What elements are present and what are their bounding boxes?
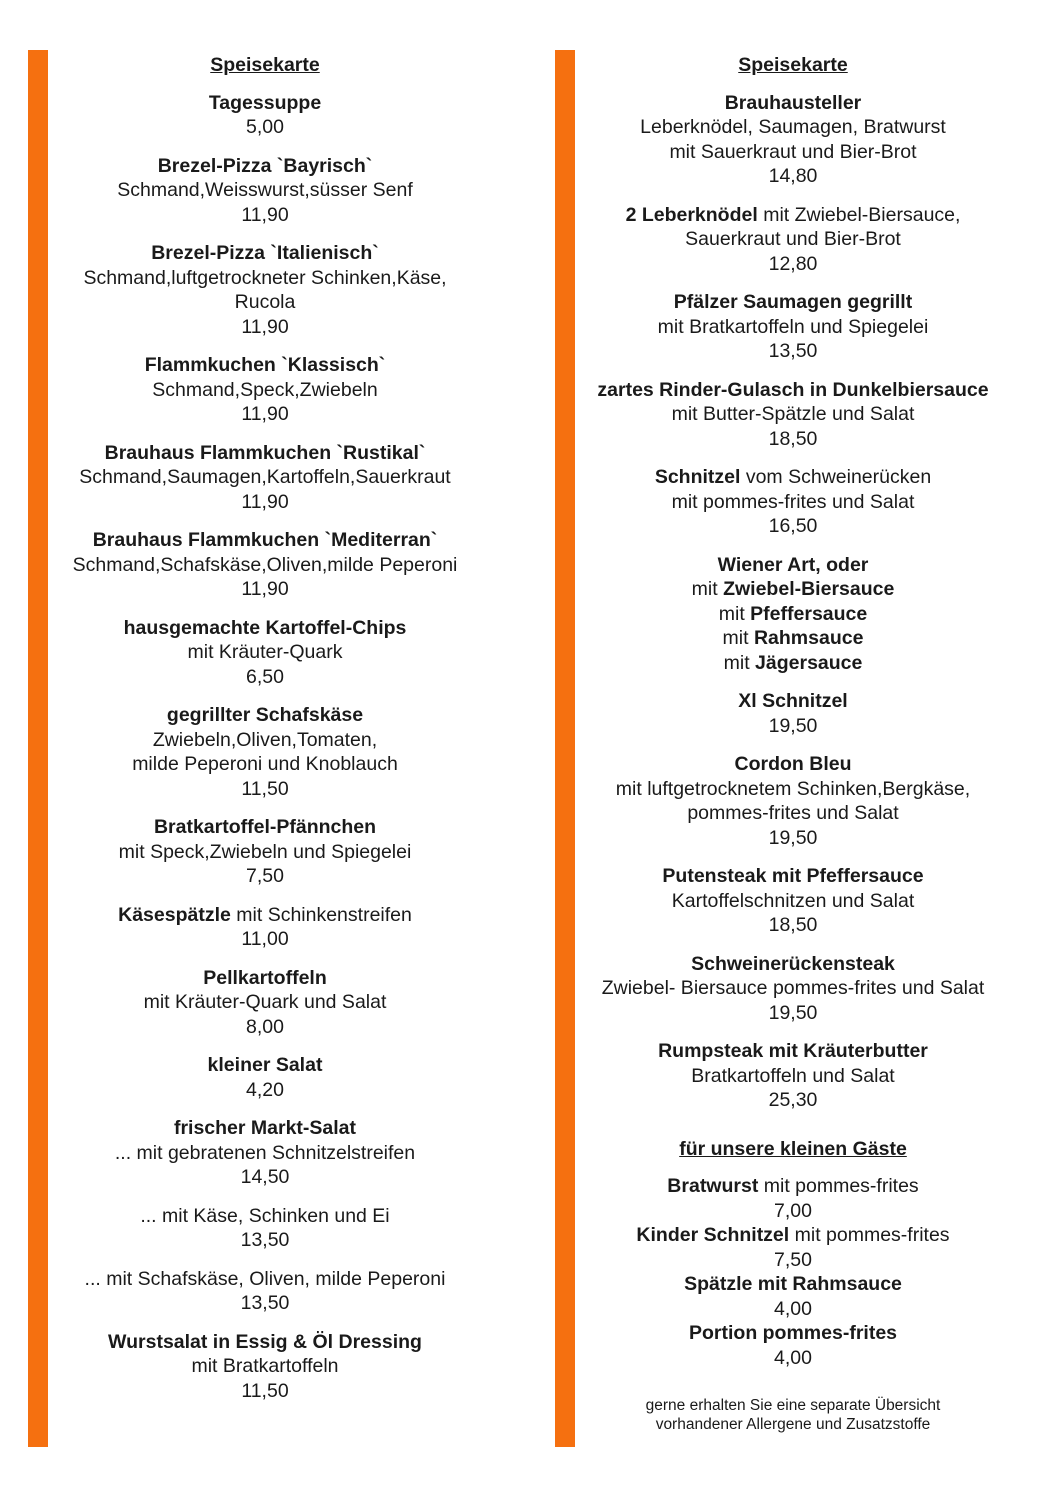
- item-price: 11,50: [241, 1379, 289, 1402]
- item-price: 11,90: [241, 403, 289, 425]
- item-price: 11,50: [241, 777, 289, 800]
- menu-item: [50, 441, 480, 515]
- item-title: Brauhausteller: [724, 91, 862, 114]
- item-price: 13,50: [240, 1292, 290, 1314]
- item-description: ... mit gebratenen Schnitzelstreifen: [114, 1141, 416, 1164]
- item-price: 19,50: [768, 1001, 818, 1024]
- item-price: 11,90: [241, 315, 289, 338]
- kids-item-price: 7,00: [774, 1199, 812, 1222]
- item-price: 18,50: [768, 914, 818, 936]
- wiener-option: [577, 626, 1009, 651]
- option-prefix: mit: [723, 651, 756, 674]
- menu-header: Speisekarte: [738, 54, 848, 76]
- item-title-rest: vom Schweinerücken: [740, 466, 932, 488]
- menu-item: [50, 241, 480, 339]
- item-title-line: [577, 689, 1009, 714]
- menu-item: [50, 1116, 480, 1190]
- kids-item-price: 7,50: [774, 1248, 812, 1271]
- item-title: Putensteak mit Pfeffersauce: [662, 865, 924, 887]
- kids-item-price: 4,00: [774, 1346, 812, 1369]
- menu-item: [577, 689, 1009, 738]
- item-title-line: [50, 616, 480, 641]
- item-description: Bratkartoffeln und Salat: [691, 1064, 895, 1087]
- item-title-line: [50, 91, 480, 116]
- item-title-line: [577, 952, 1009, 977]
- item-title: Pfälzer Saumagen gegrillt: [673, 291, 913, 313]
- kids-item-line: [577, 1321, 1009, 1346]
- menu-item: [577, 465, 1009, 539]
- item-title-rest: mit Schinkenstreifen: [230, 903, 412, 926]
- item-price: 14,80: [768, 165, 818, 187]
- menu-item: [50, 703, 480, 801]
- item-description: mit Kräuter-Quark: [187, 641, 343, 663]
- item-price: 11,90: [241, 578, 289, 600]
- menu-item: [50, 903, 480, 952]
- item-price: 19,50: [768, 826, 818, 849]
- item-title-line: [50, 703, 480, 728]
- item-title: Pellkartoffeln: [203, 966, 327, 989]
- item-title-line: [577, 1039, 1009, 1064]
- item-price: 13,50: [240, 1229, 290, 1251]
- item-description: pommes-frites und Salat: [687, 802, 899, 824]
- kids-item-line: [577, 1174, 1009, 1199]
- menu-item: [50, 815, 480, 889]
- note-line: vorhandener Allergene und Zusatzstoffe: [655, 1416, 931, 1433]
- item-description: Rucola: [234, 291, 296, 313]
- menu-item: [50, 528, 480, 602]
- item-price: 4,20: [246, 1078, 284, 1101]
- menu-item: [50, 1204, 480, 1253]
- menu-item: [577, 952, 1009, 1026]
- item-title-line: [50, 1116, 480, 1141]
- item-price: 6,50: [246, 665, 284, 688]
- item-title: Käsespätzle: [118, 903, 231, 926]
- menu-item: [50, 154, 480, 228]
- menu-item: [577, 864, 1009, 938]
- wiener-option: [577, 651, 1009, 676]
- menu-item: [50, 616, 480, 690]
- left-accent-bar: [28, 50, 48, 1447]
- item-price: 14,50: [240, 1166, 290, 1188]
- item-title: Brezel-Pizza `Italienisch`: [151, 242, 379, 264]
- item-title-line: [577, 91, 1009, 116]
- item-description: ... mit Schafskäse, Oliven, milde Peperoni: [84, 1267, 446, 1290]
- menu-item: [50, 1053, 480, 1102]
- item-price: 11,90: [241, 490, 289, 513]
- left-menu-column: [50, 53, 480, 1417]
- item-description: Schmand,luftgetrockneter Schinken,Käse,: [83, 266, 447, 289]
- item-description: Schmand,Saumagen,Kartoffeln,Sauerkraut: [79, 466, 451, 488]
- right-accent-bar: [555, 50, 575, 1447]
- item-price: 13,50: [768, 340, 818, 362]
- item-description: mit Speck,Zwiebeln und Spiegelei: [118, 840, 412, 863]
- option-prefix: mit: [691, 578, 724, 600]
- item-title-line: [50, 154, 480, 179]
- right-menu-items: [577, 91, 1009, 539]
- menu-item: [577, 1039, 1009, 1113]
- menu-item: [577, 91, 1009, 189]
- item-title-line: [577, 752, 1009, 777]
- item-title: Wiener Art, oder: [717, 553, 869, 576]
- item-title: Tagessuppe: [208, 91, 322, 114]
- menu-item-wiener-art: [577, 553, 1009, 676]
- item-title: Brauhaus Flammkuchen `Mediterran`: [92, 529, 438, 551]
- item-title-line: [50, 966, 480, 991]
- item-description: milde Peperoni und Knoblauch: [132, 753, 398, 775]
- kids-item-title: Portion pommes-frites: [688, 1322, 898, 1344]
- option-sauce: Pfeffersauce: [750, 602, 868, 625]
- menu-item: [50, 91, 480, 140]
- item-description: mit Kräuter-Quark und Salat: [143, 991, 387, 1013]
- item-title-line: [50, 241, 480, 266]
- item-price: 18,50: [768, 427, 818, 450]
- kids-item-rest: mit pommes-frites: [789, 1224, 950, 1246]
- item-title-line: [50, 903, 480, 928]
- item-description: mit Bratkartoffeln und Spiegelei: [657, 315, 929, 338]
- wiener-options: [577, 577, 1009, 675]
- item-title: Xl Schnitzel: [738, 690, 848, 712]
- item-title-rest: mit Zwiebel-Biersauce,: [757, 203, 961, 226]
- menu-item: [577, 378, 1009, 452]
- item-title-line: [577, 864, 1009, 889]
- item-description: Zwiebeln,Oliven,Tomaten,: [152, 728, 378, 751]
- item-price: 19,50: [768, 714, 818, 737]
- menu-item: [577, 752, 1009, 850]
- item-price: 16,50: [768, 515, 818, 537]
- option-prefix: mit: [718, 602, 751, 625]
- item-description: Leberknödel, Saumagen, Bratwurst: [640, 116, 946, 138]
- kids-item-price: 4,00: [774, 1297, 812, 1320]
- item-title: gegrillter Schafskäse: [166, 704, 364, 726]
- kids-item-line: [577, 1223, 1009, 1248]
- menu-item: [577, 203, 1009, 277]
- item-title: Schnitzel: [654, 466, 741, 488]
- item-price: 11,00: [241, 928, 289, 950]
- item-description: Zwiebel- Biersauce pommes-frites und Salat: [601, 977, 985, 999]
- item-price: 11,90: [241, 203, 289, 226]
- menu-item: [50, 353, 480, 427]
- item-title-line: [50, 353, 480, 378]
- item-title-line: [577, 290, 1009, 315]
- menu-item: [50, 1267, 480, 1316]
- note-line: gerne erhalten Sie eine separate Übersicht: [645, 1397, 941, 1414]
- item-title: Cordon Bleu: [734, 753, 852, 775]
- option-sauce: Rahmsauce: [753, 627, 864, 649]
- option-sauce: Jägersauce: [755, 651, 863, 674]
- item-price: 8,00: [246, 1015, 284, 1038]
- kids-section-header: für unsere kleinen Gäste: [679, 1137, 907, 1160]
- item-title: Schweinerückensteak: [691, 952, 895, 975]
- item-description: Schmand,Speck,Zwiebeln: [152, 378, 378, 401]
- kids-item-title: Bratwurst: [667, 1175, 759, 1197]
- kids-item-title: Kinder Schnitzel: [636, 1224, 790, 1246]
- item-title: hausgemachte Kartoffel-Chips: [123, 616, 407, 639]
- kids-menu-items: [577, 1174, 1009, 1370]
- left-menu-items: [50, 91, 480, 1404]
- item-title-line: [50, 441, 480, 466]
- item-description: Schmand,Weisswurst,süsser Senf: [117, 179, 413, 201]
- item-description: mit Sauerkraut und Bier-Brot: [669, 140, 917, 163]
- kids-item-rest: mit pommes-frites: [758, 1175, 919, 1197]
- kids-item-title: Spätzle mit Rahmsauce: [684, 1273, 902, 1295]
- item-title: Brauhaus Flammkuchen `Rustikal`: [104, 441, 426, 464]
- wiener-option: [577, 577, 1009, 602]
- item-title: 2 Leberknödel: [625, 203, 758, 226]
- item-title: Wurstsalat in Essig & Öl Dressing: [108, 1330, 422, 1353]
- item-title-line: [50, 815, 480, 840]
- item-title-line: [577, 203, 1009, 228]
- allergen-note: [577, 1396, 1009, 1434]
- item-title: Rumpsteak mit Kräuterbutter: [658, 1040, 928, 1062]
- item-price: 25,30: [768, 1089, 818, 1111]
- item-description: Sauerkraut und Bier-Brot: [685, 228, 901, 250]
- item-title-line: [577, 465, 1009, 490]
- item-description: mit Bratkartoffeln: [191, 1355, 339, 1377]
- menu-item: [577, 290, 1009, 364]
- item-title: Brezel-Pizza `Bayrisch`: [157, 154, 373, 177]
- item-title: zartes Rinder-Gulasch in Dunkelbiersauce: [597, 378, 989, 401]
- item-title-line: [50, 1330, 480, 1355]
- item-title: Flammkuchen `Klassisch`: [144, 354, 386, 376]
- wiener-option: [577, 602, 1009, 627]
- menu-header: Speisekarte: [210, 54, 320, 76]
- item-title: Bratkartoffel-Pfännchen: [153, 816, 377, 838]
- item-description: mit luftgetrocknetem Schinken,Bergkäse,: [615, 777, 971, 800]
- option-prefix: mit: [722, 627, 754, 649]
- item-price: 7,50: [246, 865, 284, 887]
- item-title-line: [50, 1053, 480, 1078]
- item-description: mit Butter-Spätzle und Salat: [671, 403, 915, 425]
- item-title: frischer Markt-Salat: [173, 1117, 357, 1139]
- right-menu-items-2: [577, 689, 1009, 1113]
- item-title-line: [577, 378, 1009, 403]
- right-menu-column: [577, 53, 1009, 1434]
- menu-item: [50, 1330, 480, 1404]
- item-price: 5,00: [246, 116, 284, 138]
- menu-item: [50, 966, 480, 1040]
- item-description: Schmand,Schafskäse,Oliven,milde Peperoni: [72, 553, 458, 576]
- item-title-line: [50, 528, 480, 553]
- item-description: ... mit Käse, Schinken und Ei: [140, 1204, 390, 1227]
- item-description: mit pommes-frites und Salat: [671, 490, 915, 513]
- item-price: 12,80: [768, 252, 818, 275]
- option-sauce: Zwiebel-Biersauce: [723, 578, 895, 600]
- item-title: kleiner Salat: [207, 1054, 323, 1076]
- item-description: Kartoffelschnitzen und Salat: [671, 889, 915, 912]
- kids-item-line: [577, 1272, 1009, 1297]
